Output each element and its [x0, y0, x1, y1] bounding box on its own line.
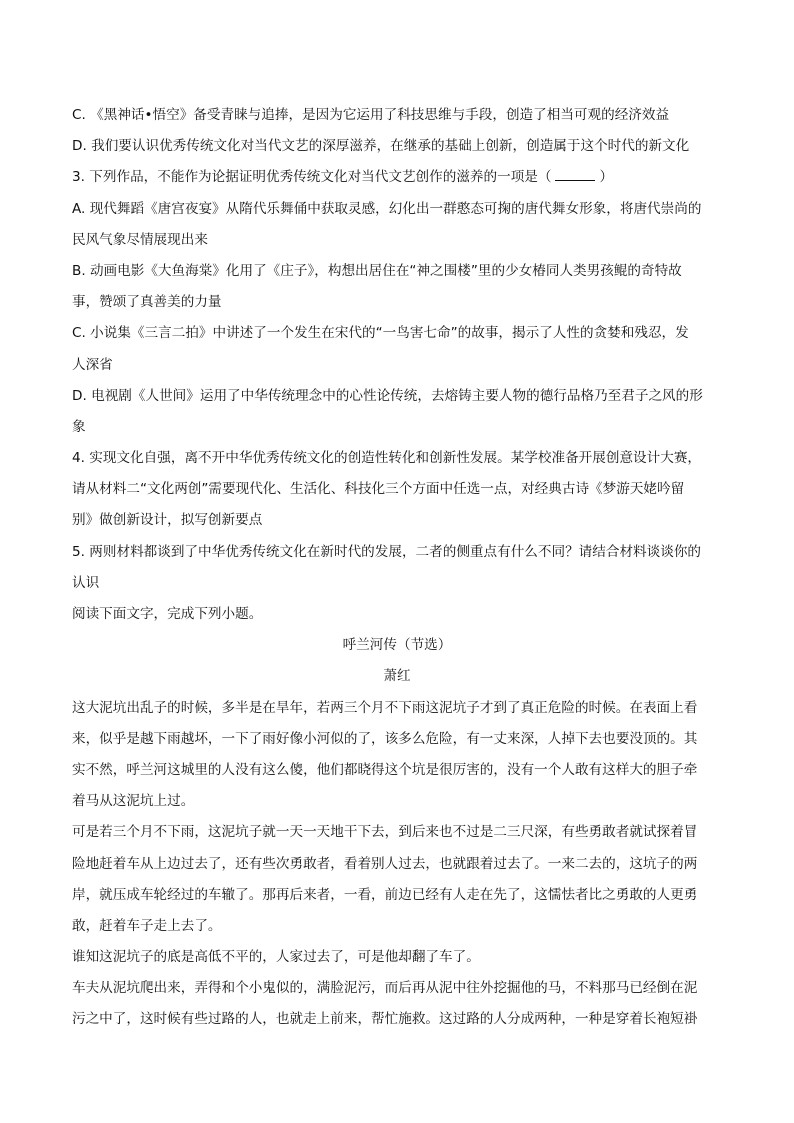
passage-p3-line1: 谁知这泥坑子的底是高低不平的，人家过去了，可是他却翻了车了。 [72, 949, 480, 966]
passage-p4-line2: 污之中了，这时候有些过路的人，也就走上前来，帮忙施救。这过路的人分成两种，一种是穿着长袍短褂 [72, 1011, 698, 1028]
passage-p2-line4: 敢，赶着车子走上去了。 [72, 917, 222, 934]
q3-option-c-line1: C. 小说集《三言二拍》中讲述了一个发生在宋代的“一鸟害七命”的故事，揭示了人性的贪婪和残忍，发 [72, 325, 689, 342]
q2-option-d: D. 我们要认识优秀传统文化对当代文艺的深厚滋养，在继承的基础上创新，创造属于这个时代的新文化 [72, 138, 690, 155]
q3-option-d-line2: 象 [72, 418, 86, 435]
q2-option-c: C. 《黑神话•悟空》备受青睐与追捧，是因为它运用了科技思维与手段，创造了相当可观的经济效益 [72, 107, 670, 123]
q4-line1: 4. 实现文化自强，离不开中华优秀传统文化的创造性转化和创新性发展。某学校准备开展创意设计大赛， [72, 450, 702, 467]
q3-stem-text: 3. 下列作品，不能作为论据证明优秀传统文化对当代文艺创作的滋养的一项是（ [72, 169, 552, 186]
q3-stem [72, 162, 722, 193]
passage-p2-line2: 险地赶着车从上边过去了，还有些次勇敢者，看着别人过去，也就跟着过去了。一来二去的，这坑子的两 [72, 855, 698, 872]
q3-stem-close: ） [599, 169, 614, 186]
reading-instruction: 阅读下面文字，完成下列小题。 [72, 606, 263, 622]
q3-option-a-line1: A. 现代舞蹈《唐宫夜宴》从隋代乐舞俑中获取灵感，幻化出一群憨态可掬的唐代舞女形象，将唐代崇尚的 [72, 200, 702, 217]
passage-p2-line3: 岸，就压成车轮经过的车辙了。那再后来者，一看，前边已经有人走在先了，这懦怯者比之勇敢的人更勇 [72, 886, 698, 903]
q4-line2: 请从材料二“文化两创”需要现代化、生活化、科技化三个方面中任选一点，对经典古诗《梦游天姥吟留 [72, 481, 685, 498]
passage-p1-line3: 实不然，呼兰河这城里的人没有这么傻，他们都晓得这个坑是很厉害的，没有一个人敢有这样大的胆子牵 [72, 761, 698, 778]
passage-author: 萧红 [383, 668, 411, 685]
q3-option-c-line2: 人深省 [72, 356, 113, 373]
passage-title: 呼兰河传（节选） [342, 637, 452, 654]
page-content [72, 100, 722, 1036]
q3-option-a-line2: 民风气象尽情展现出来 [72, 231, 208, 248]
q5-line2: 认识 [72, 574, 100, 591]
passage-p2-line1: 可是若三个月不下雨，这泥坑子就一天一天地干下去，到后来也不过是二三尺深，有些勇敢者就试探着冒 [72, 824, 698, 841]
q4-line3: 别》做创新设计，拟写创新要点 [72, 512, 263, 529]
q3-option-b-line1: B. 动画电影《大鱼海棠》化用了《庄子》，构想出居住在“神之围楼”里的少女椿同人类男孩鲲的奇特故 [72, 262, 682, 279]
q3-option-d-line1: D. 电视剧《人世间》运用了中华传统理念中的心性论传统，去熔铸主要人物的德行品格乃至君子之风的形 [72, 387, 703, 404]
passage-p1-line4: 着马从这泥坑上过。 [72, 793, 195, 810]
passage-p4-line1: 车夫从泥坑爬出来，弄得和个小鬼似的，满脸泥污，而后再从泥中往外挖掘他的马，不料那马已经倒在泥 [72, 980, 698, 997]
passage-p1-line2: 来，似乎是越下雨越坏，一下了雨好像小河似的了，该多么危险，有一丈来深，人掉下去也要没顶的。其 [72, 730, 698, 747]
q3-option-b-line2: 事，赞颂了真善美的力量 [72, 294, 222, 311]
passage-p1-line1: 这大泥坑出乱子的时候，多半是在旱年，若两三个月不下雨这泥坑子才到了真正危险的时候。在表面上看 [72, 699, 698, 716]
q5-line1: 5. 两则材料都谈到了中华优秀传统文化在新时代的发展，二者的侧重点有什么不同？请结合材料谈谈你的 [72, 543, 702, 560]
answer-blank [555, 166, 595, 181]
